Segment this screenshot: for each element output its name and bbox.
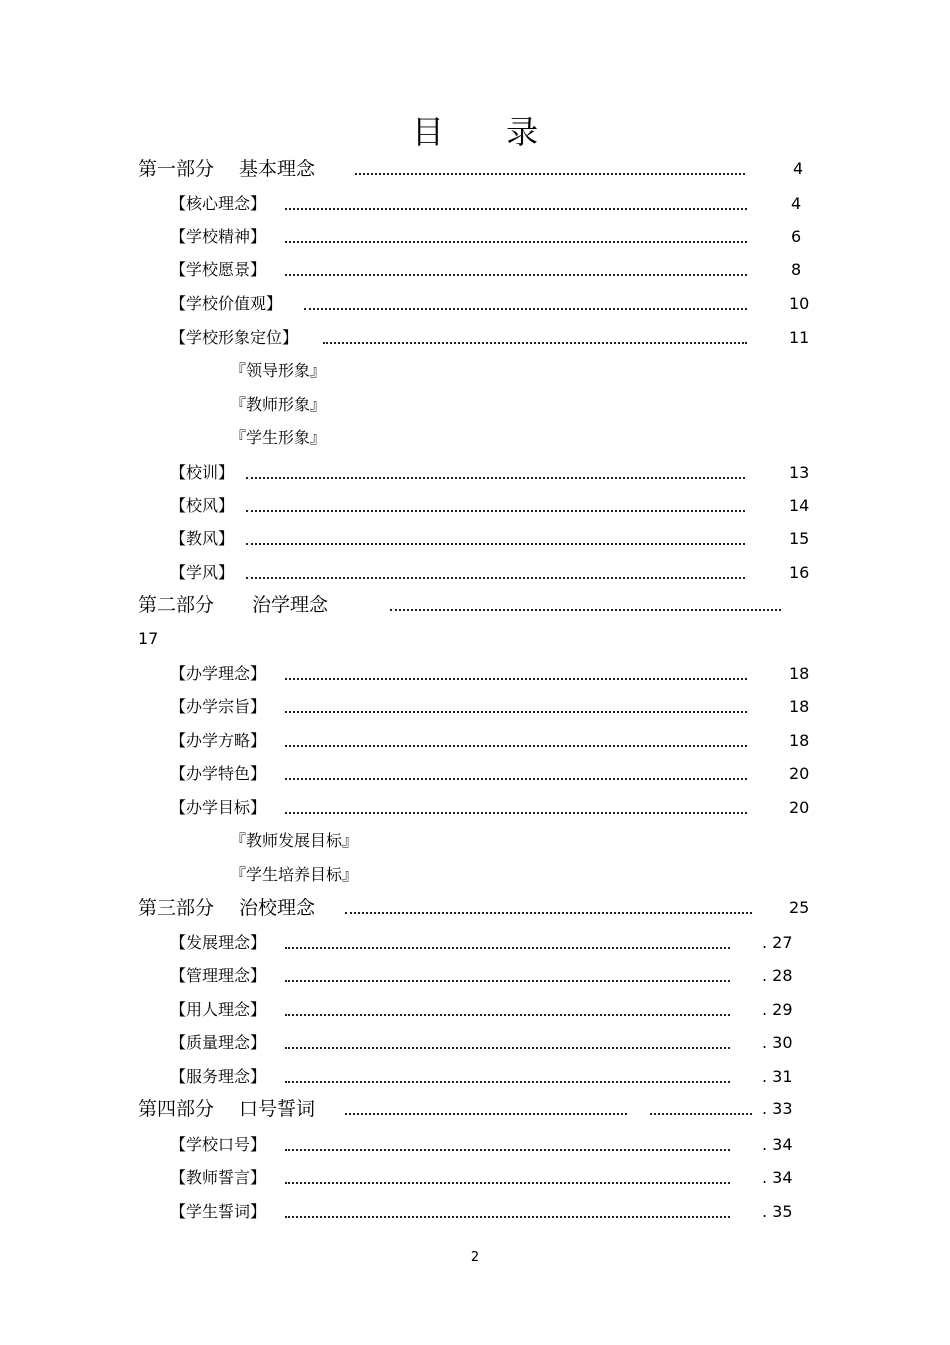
- toc-entry-title: 【办学目标】: [170, 798, 267, 817]
- toc-entry[interactable]: [0, 1195, 950, 1229]
- dot-leader: [285, 274, 747, 276]
- toc-entry[interactable]: [0, 321, 950, 355]
- toc-entry[interactable]: [0, 1161, 950, 1195]
- toc-entry-title: 第四部分 口号誓词: [138, 1098, 316, 1120]
- toc-entry-page: . 35: [762, 1202, 793, 1221]
- toc-entry-title: 第三部分 治校理念: [138, 897, 316, 919]
- dot-leader: [285, 1149, 730, 1151]
- toc-entry-page: 20: [789, 798, 810, 817]
- toc-entry-title: 【学生誓词】: [170, 1202, 267, 1221]
- toc-entry-title: 【办学特色】: [170, 764, 267, 783]
- toc-entry-title: 【校风】: [170, 496, 235, 515]
- dot-leader: [285, 1014, 730, 1016]
- toc-entry-title: 【管理理念】: [170, 966, 267, 985]
- toc-entry[interactable]: [0, 522, 950, 556]
- toc-entry-page: 13: [789, 463, 810, 482]
- toc-entry-title: 【发展理念】: [170, 933, 267, 952]
- toc-entry-page: . 28: [762, 966, 793, 985]
- toc-entry-page: 17: [138, 629, 159, 648]
- dot-leader: [285, 711, 747, 713]
- dot-leader: [285, 1182, 730, 1184]
- dot-leader: [246, 477, 745, 479]
- toc-entry[interactable]: [0, 287, 950, 321]
- toc-entry-page: . 34: [762, 1135, 793, 1154]
- toc-entry[interactable]: [0, 187, 950, 221]
- toc-entry-page: 18: [789, 731, 810, 750]
- toc-entry[interactable]: [0, 588, 950, 622]
- toc-entry[interactable]: [0, 657, 950, 691]
- toc-entry-title: 【服务理念】: [170, 1067, 267, 1086]
- dot-leader: [285, 241, 747, 243]
- toc-entry[interactable]: [0, 1092, 950, 1126]
- toc-entry-title: 『教师发展目标』: [230, 831, 359, 850]
- toc-entry-title: 【用人理念】: [170, 1000, 267, 1019]
- toc-entry[interactable]: [0, 354, 950, 388]
- toc-entry-title: 【校训】: [170, 463, 235, 482]
- toc-entry[interactable]: [0, 959, 950, 993]
- toc-entry-title: 【学校形象定位】: [170, 328, 299, 347]
- dot-leader: [285, 980, 730, 982]
- toc-entry-title: 第二部分 治学理念: [138, 594, 329, 616]
- toc-entry[interactable]: [0, 891, 950, 925]
- dot-leader: [345, 912, 752, 914]
- toc-entry[interactable]: [0, 456, 950, 490]
- toc-entry-title: 【学校精神】: [170, 227, 267, 246]
- toc-entry-page: . 29: [762, 1000, 793, 1019]
- toc-entry-title: 【质量理念】: [170, 1033, 267, 1052]
- toc-entry[interactable]: [0, 489, 950, 523]
- toc-entry-page: . 31: [762, 1067, 793, 1086]
- toc-entry-title: 『学生培养目标』: [230, 865, 359, 884]
- toc-entry-page: 8: [791, 260, 802, 279]
- toc-entry[interactable]: [0, 690, 950, 724]
- toc-entry-title: 【核心理念】: [170, 194, 267, 213]
- toc-entry[interactable]: [0, 824, 950, 858]
- dot-leader: [246, 577, 745, 579]
- toc-entry[interactable]: [0, 993, 950, 1027]
- dot-leader: [285, 778, 747, 780]
- page-number: 2: [470, 1250, 480, 1265]
- toc-entry-title: 『领导形象』: [230, 361, 327, 380]
- toc-entry[interactable]: [0, 858, 950, 892]
- toc-entry-page: . 30: [762, 1033, 793, 1052]
- dot-leader: [355, 173, 745, 175]
- toc-entry-page: 25: [789, 898, 810, 917]
- toc-entry-page: 10: [789, 294, 810, 313]
- toc-entry[interactable]: [0, 421, 950, 455]
- toc-entry-title: 【学风】: [170, 563, 235, 582]
- toc-entry-page: 20: [789, 764, 810, 783]
- toc-entry-title: 【办学理念】: [170, 664, 267, 683]
- dot-leader: [285, 208, 747, 210]
- page-title: 目 录: [411, 113, 565, 151]
- toc-entry[interactable]: [0, 757, 950, 791]
- toc-entry-page: 15: [789, 529, 810, 548]
- toc-entry-title: 第一部分 基本理念: [138, 158, 316, 180]
- toc-entry-title: 【办学宗旨】: [170, 697, 267, 716]
- dot-leader: [285, 1216, 730, 1218]
- toc-entry[interactable]: [0, 791, 950, 825]
- toc-entry-page: 18: [789, 664, 810, 683]
- dot-leader: [285, 1081, 730, 1083]
- toc-entry[interactable]: [0, 388, 950, 422]
- toc-entry-page: . 33: [762, 1099, 793, 1118]
- toc-entry[interactable]: [0, 622, 950, 656]
- toc-entry-page: 11: [789, 328, 810, 347]
- toc-entry-page: . 27: [762, 933, 793, 952]
- toc-entry-title: 【教师誓言】: [170, 1168, 267, 1187]
- toc-entry-page: 18: [789, 697, 810, 716]
- toc-entry-title: 【办学方略】: [170, 731, 267, 750]
- toc-entry-title: 【学校愿景】: [170, 260, 267, 279]
- toc-entry[interactable]: [0, 556, 950, 590]
- toc-entry[interactable]: [0, 1128, 950, 1162]
- dot-leader: [285, 745, 747, 747]
- toc-entry-page: 4: [791, 194, 802, 213]
- dot-leader: [246, 510, 745, 512]
- dot-leader: [304, 308, 747, 310]
- dot-leader: [323, 342, 747, 344]
- toc-entry-page: 16: [789, 563, 810, 582]
- toc-entry-page: 14: [789, 496, 810, 515]
- toc-entry[interactable]: [0, 152, 950, 186]
- dot-leader: [285, 1047, 730, 1049]
- toc-entry-title: 【学校价值观】: [170, 294, 283, 313]
- dot-leader: [285, 812, 747, 814]
- toc-entry[interactable]: [0, 926, 950, 960]
- toc-entry[interactable]: [0, 220, 950, 254]
- toc-entry-title: 【学校口号】: [170, 1135, 267, 1154]
- toc-entry[interactable]: [0, 724, 950, 758]
- toc-entry[interactable]: [0, 253, 950, 287]
- toc-entry-title: 『学生形象』: [230, 428, 327, 447]
- toc-entry[interactable]: [0, 1060, 950, 1094]
- dot-leader: [650, 1113, 752, 1115]
- toc-entry-page: . 34: [762, 1168, 793, 1187]
- dot-leader: [285, 678, 747, 680]
- dot-leader: [345, 1113, 627, 1115]
- dot-leader: [390, 609, 781, 611]
- toc-entry-title: 【教风】: [170, 529, 235, 548]
- toc-entry-page: 4: [793, 159, 804, 178]
- dot-leader: [285, 947, 730, 949]
- toc-entry-title: 『教师形象』: [230, 395, 327, 414]
- toc-entry[interactable]: [0, 1026, 950, 1060]
- toc-entry-page: 6: [791, 227, 802, 246]
- dot-leader: [246, 543, 745, 545]
